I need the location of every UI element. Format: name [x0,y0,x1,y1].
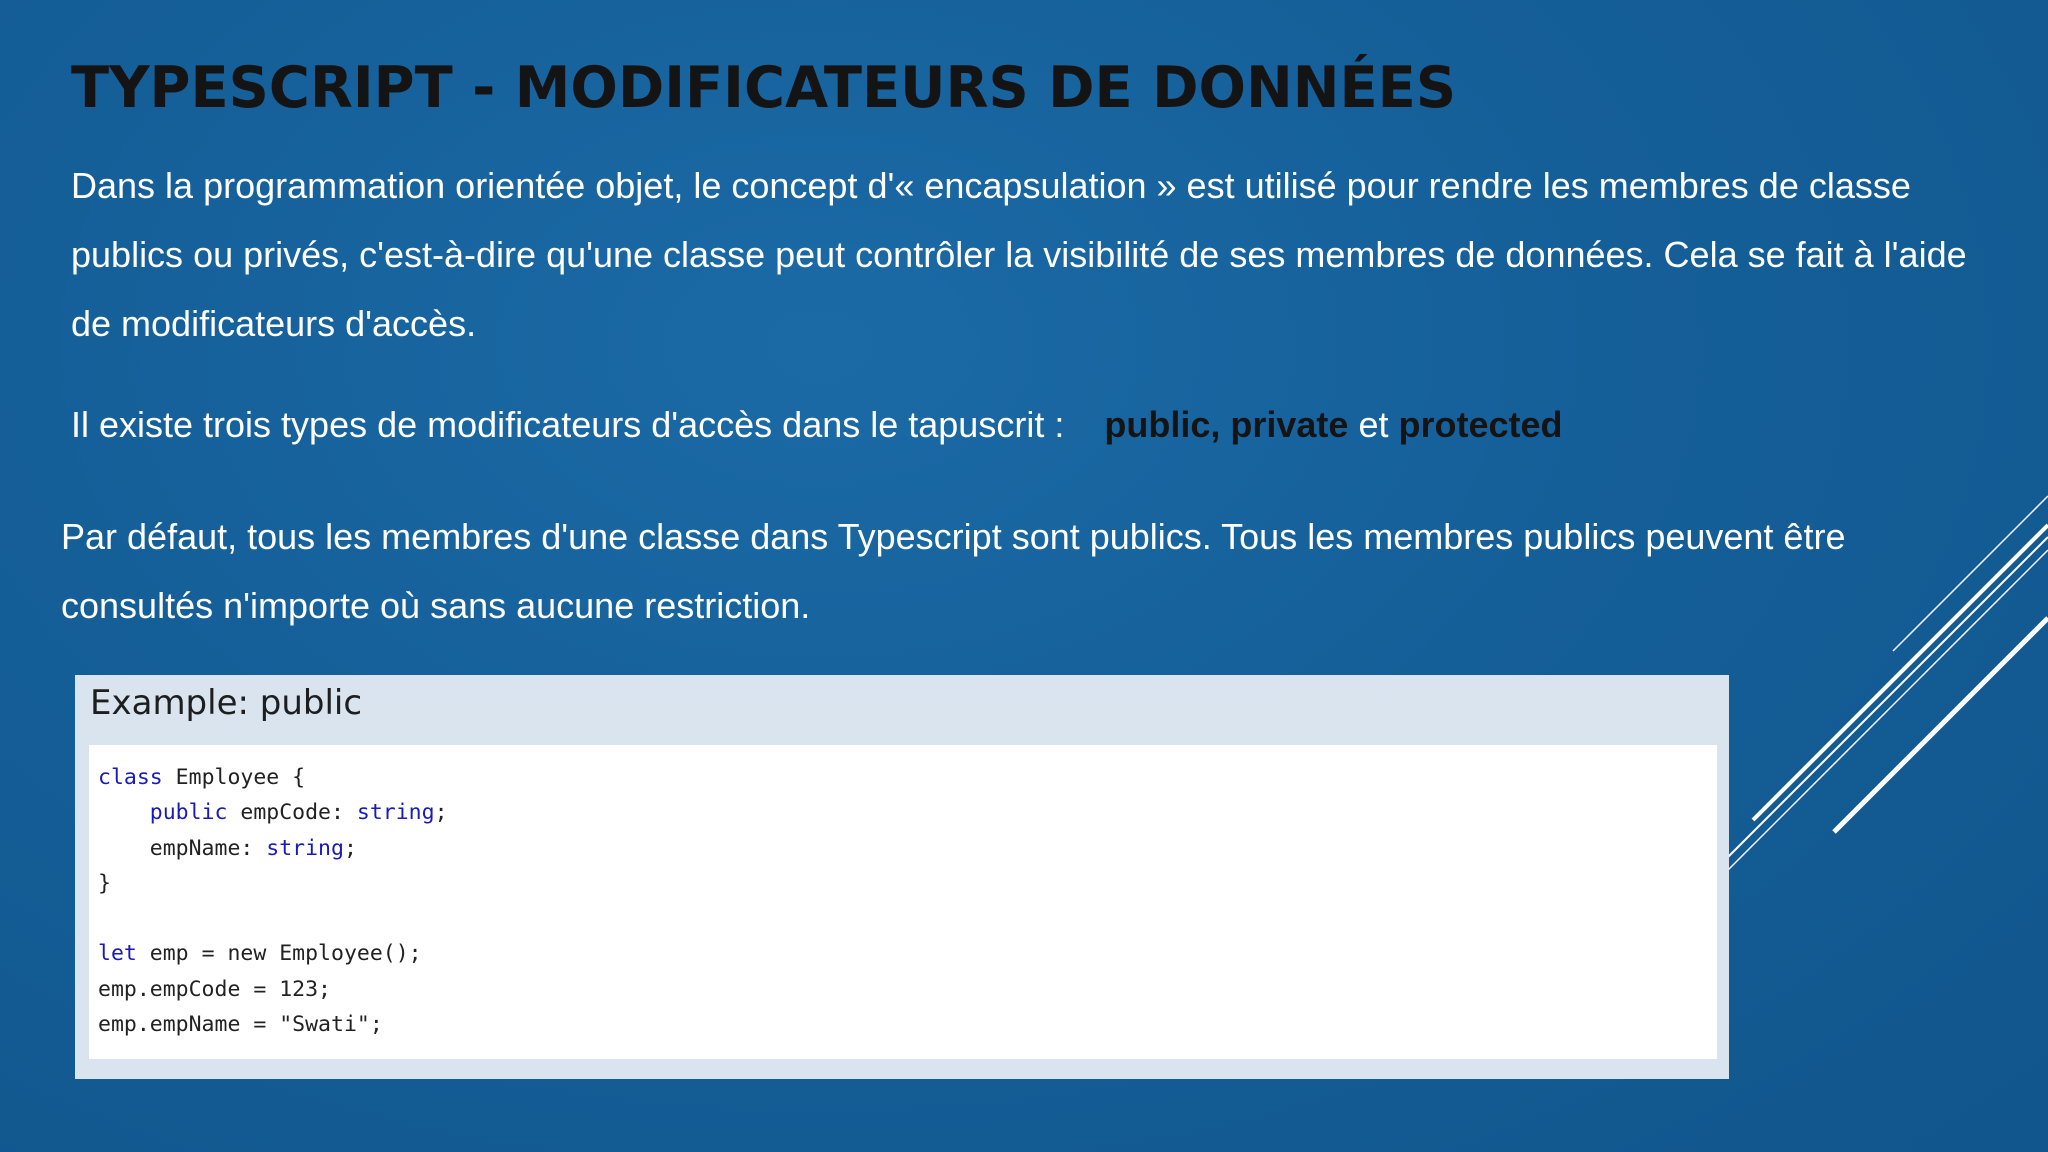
code-keyword: let [98,941,137,967]
code-token: empCode: [227,800,357,826]
keyword-private: private [1230,404,1349,445]
deco-line-5 [1834,618,2048,832]
code-token: emp.empName = "Swati"; [98,1012,383,1038]
conjunction-et: et [1358,404,1389,445]
intro-paragraph: Dans la programmation orientée objet, le concept d'« encapsulation » est utilisé pour rendre les membres de classe publics ou privés, c'est-à-dire qu'une classe peut contrôler la visibilité de ses membres de données. Cela se fait à l'aide de modificateurs d'accès. [71,165,1967,344]
example-panel [75,675,1729,1079]
access-types-line [71,390,1563,459]
keyword-protected: protected [1398,404,1563,445]
example-title: Example: public [90,683,363,723]
code-text [98,760,448,1042]
keyword-public: public, [1104,404,1221,445]
code-keyword: public [149,800,228,826]
code-type: string [266,835,344,861]
code-keyword: class [98,765,163,790]
code-token: Employee { [162,765,306,790]
code-token: } [98,870,111,896]
slide-title: TYPESCRIPT - MODIFICATEURS DE DONNÉES [71,55,1457,121]
code-type: string [356,800,435,826]
code-block [89,745,1717,1059]
code-token: ; [343,835,357,861]
code-token: empName: [149,835,267,861]
code-token: emp = new Employee(); [136,941,422,967]
default-public-paragraph: Par défaut, tous les membres d'une classe dans Typescript sont publics. Tous les membres publics peuvent être consultés n'importe où sans aucune restriction. [61,516,1846,626]
code-token: emp.empCode = 123; [98,976,331,1002]
code-token: ; [434,800,448,826]
access-types-prefix: Il existe trois types de modificateurs d'accès dans le tapuscrit : [71,404,1065,445]
